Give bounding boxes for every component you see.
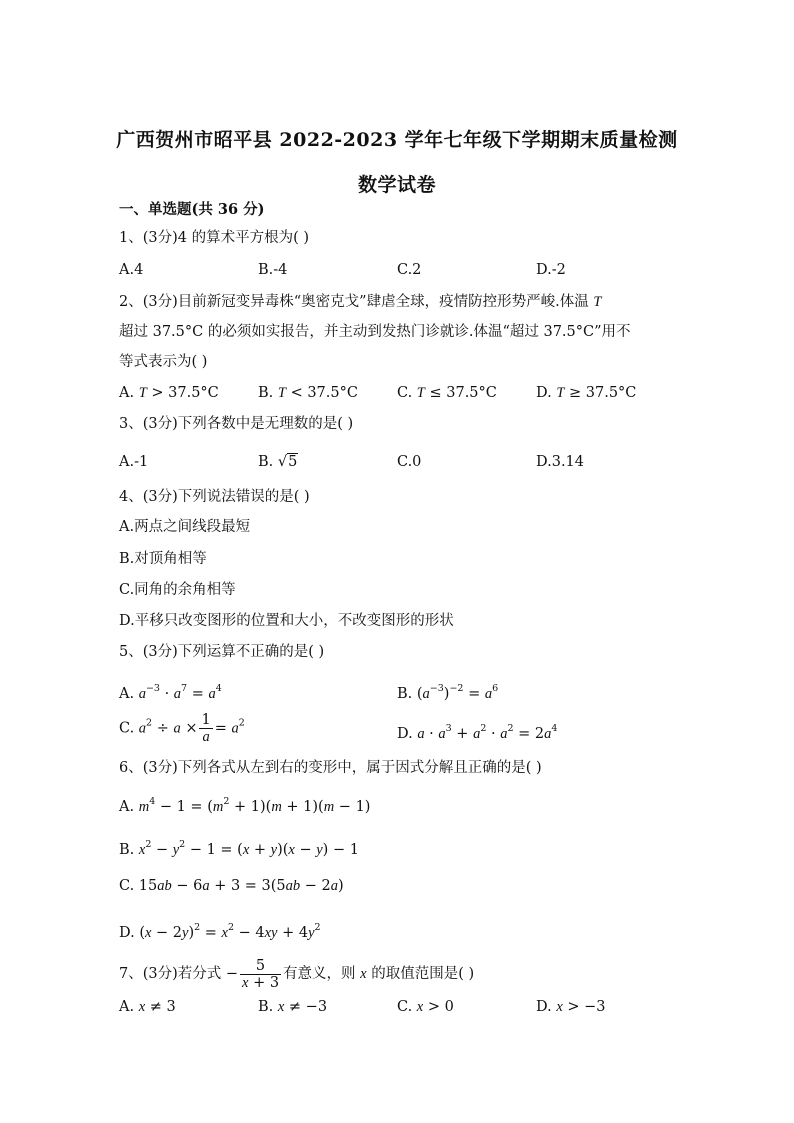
q7-option-b: B. x ≠ −3 [258, 999, 328, 1015]
q6-option-b: B. $x^2 - y^2 - 1 = (x + y)(x - y) - 1$ [119, 839, 359, 858]
sqrt-symbol: √5 [277, 454, 298, 470]
q3-option-a: A.-1 [119, 454, 149, 470]
q2-option-d: D. T ≥ 37.5°C [536, 385, 637, 401]
q1-option-c: C.2 [397, 262, 422, 278]
q5-option-a: A. $a^{-3} \cdot a^7 = a^4$ [119, 683, 222, 702]
question-2-line2: 超过 37.5°C 的必须如实报告，并主动到发热门诊就诊.体温“超过 37.5°C”用不 [119, 324, 631, 340]
q4-option-c: C.同角的余角相等 [119, 582, 236, 598]
fraction-1-over-a: $\frac{1}{a}$ [201, 712, 211, 745]
q1-option-b: B.-4 [258, 262, 288, 278]
q3-option-b: B. √5 [258, 454, 298, 470]
q2-text-1: 2、(3分)目前新冠变异毒株“奥密克戈”肆虐全球，疫情防控形势严峻.体温 [119, 294, 589, 310]
question-4-stem: 4、(3分)下列说法错误的是( ) [119, 489, 310, 505]
q4-option-d: D.平移只改变图形的位置和大小，不改变图形的形状 [119, 613, 454, 629]
q7-option-c: C. x > 0 [397, 999, 454, 1015]
q1-option-a: A.4 [119, 262, 144, 278]
fraction-5-over-x-plus-3: $\frac{5}{x + 3}$ [242, 957, 280, 991]
q7-option-d: D. x > −3 [536, 999, 606, 1015]
exam-subtitle: 数学试卷 [357, 174, 436, 196]
q4-option-a: A.两点之间线段最短 [119, 519, 251, 535]
section-heading: 一、单选题(共 36 分) [119, 201, 265, 218]
q5-option-c: C. $a^2 \div a$ × $\frac{1}{a}$ = $a^2$ [119, 712, 245, 745]
q6-option-a: A. $m^4 - 1 = (m^2 + 1)(m + 1)(m - 1)$ [119, 796, 371, 815]
q6-option-c: C. 15ab − 6a + 3 = 3(5ab − 2a) [119, 878, 344, 894]
q6-option-d: D. $(x - 2y)^2 = x^2 - 4xy + 4y^2$ [119, 922, 321, 941]
q3-option-c: C.0 [397, 454, 422, 470]
q2-var-t: T [593, 294, 602, 310]
question-2-line3: 等式表示为( ) [119, 354, 208, 370]
q2-option-c: C. T ≤ 37.5°C [397, 385, 497, 401]
question-3-stem: 3、(3分)下列各数中是无理数的是( ) [119, 416, 354, 432]
q3-option-d: D.3.14 [536, 454, 585, 470]
question-7-stem: 7、(3分)若分式 − $\frac{5}{x + 3}$ 有意义，则 x 的取值范围是( ) [119, 957, 475, 991]
q2-option-a: A. T > 37.5°C [119, 385, 219, 401]
question-5-stem: 5、(3分)下列运算不正确的是( ) [119, 644, 325, 660]
q1-option-d: D.-2 [536, 262, 566, 278]
q2-option-b: B. T < 37.5°C [258, 385, 358, 401]
exam-title: 广西贺州市昭平县 2022-2023 学年七年级下学期期末质量检测 [116, 129, 678, 151]
q5-option-d: D. $a \cdot a^3 + a^2 \cdot a^2 = 2a^4$ [397, 723, 558, 742]
question-2-line1 [119, 292, 601, 312]
question-6-stem: 6、(3分)下列各式从左到右的变形中，属于因式分解且正确的是( ) [119, 760, 542, 776]
q7-option-a: A. x ≠ 3 [119, 999, 176, 1015]
question-1-stem: 1、(3分)4 的算术平方根为( ) [119, 230, 310, 246]
q4-option-b: B.对顶角相等 [119, 551, 207, 567]
q5-option-b: B. $(a^{-3})^{-2} = a^6$ [397, 683, 499, 702]
